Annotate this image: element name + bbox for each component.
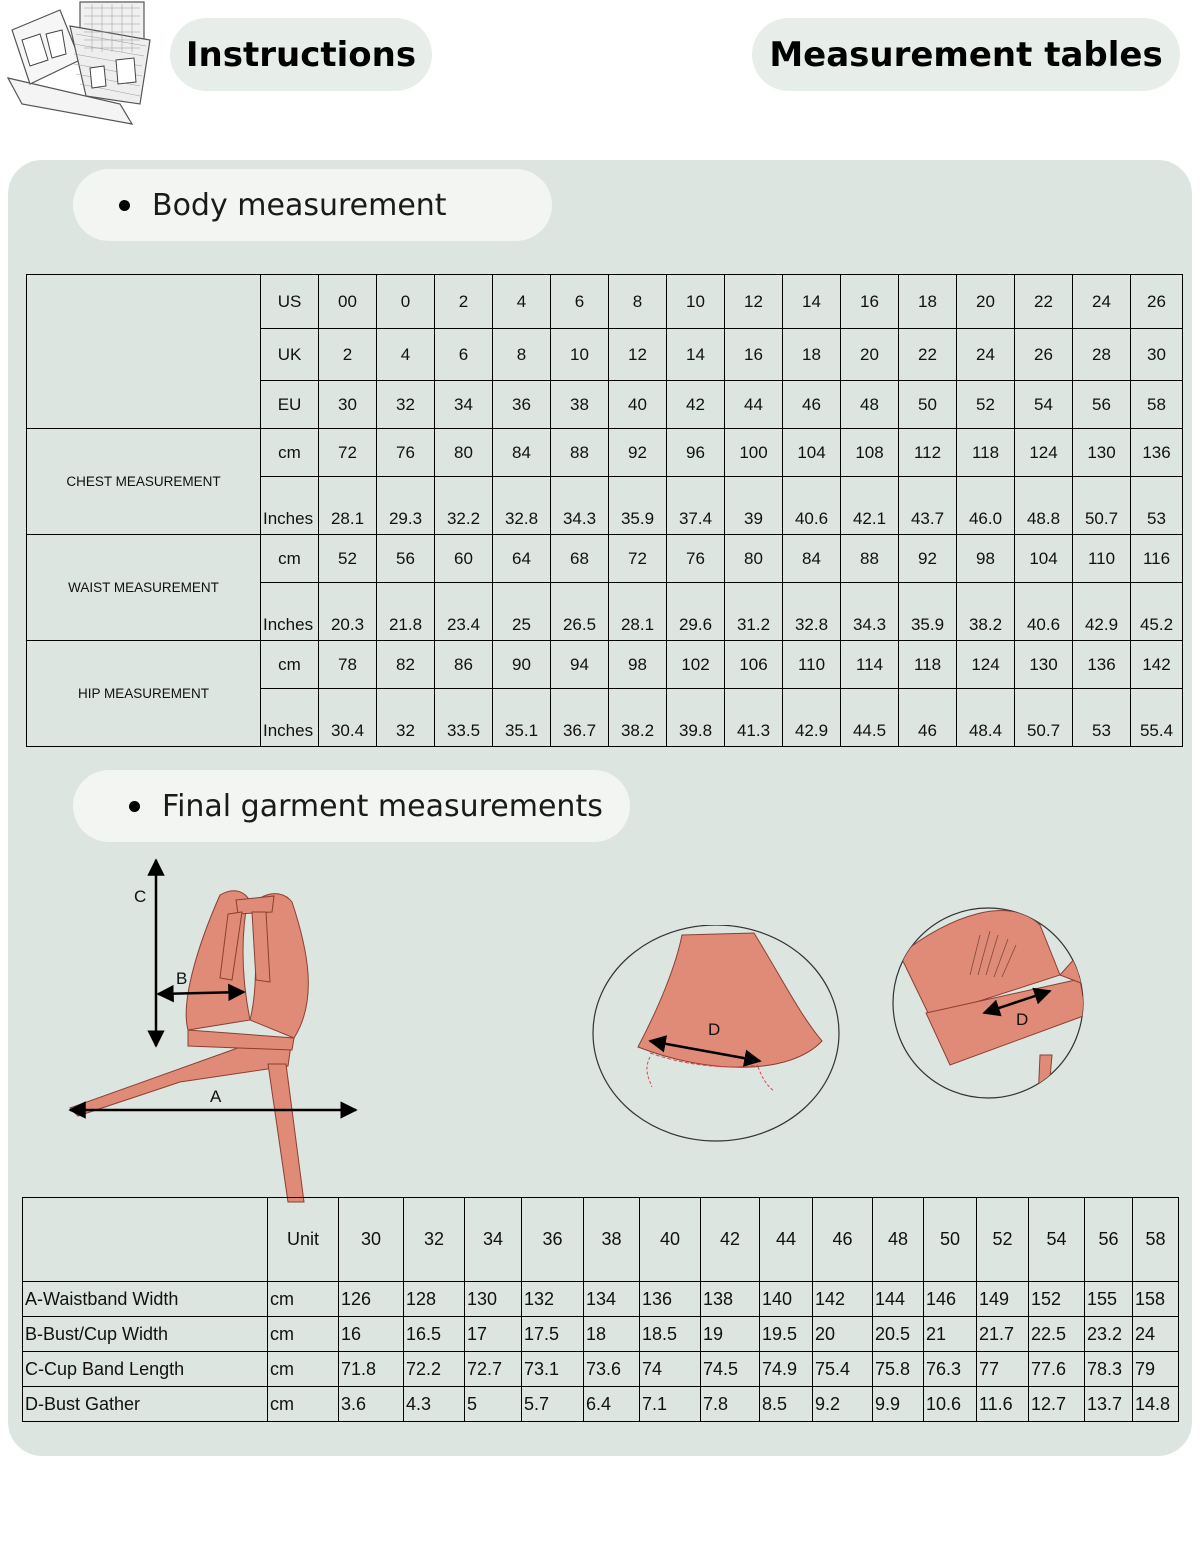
- value-cell: 73.1: [522, 1352, 584, 1387]
- value-cell: 21.7: [977, 1317, 1029, 1352]
- value-cell: 108: [841, 429, 899, 477]
- value-cell: 22.5: [1029, 1317, 1085, 1352]
- value-cell: 28.1: [609, 583, 667, 641]
- value-cell: 50.7: [1015, 689, 1073, 747]
- size-cell: 48: [841, 381, 899, 429]
- value-cell: 24: [1133, 1317, 1179, 1352]
- value-cell: 116: [1131, 535, 1183, 583]
- value-cell: 20.3: [319, 583, 377, 641]
- value-cell: 77: [977, 1352, 1029, 1387]
- value-cell: 20: [813, 1317, 873, 1352]
- unit-label: Inches: [261, 583, 319, 641]
- size-cell: 34: [435, 381, 493, 429]
- size-cell: 42: [667, 381, 725, 429]
- value-cell: 50.7: [1073, 477, 1131, 535]
- measurement-label: WAIST MEASUREMENT: [27, 535, 261, 641]
- value-cell: 21.8: [377, 583, 435, 641]
- size-cell: 00: [319, 275, 377, 329]
- size-cell: 6: [551, 275, 609, 329]
- size-cell: 38: [551, 381, 609, 429]
- section-title: Final garment measurements: [162, 788, 603, 824]
- value-cell: 92: [899, 535, 957, 583]
- value-cell: 18: [584, 1317, 640, 1352]
- value-cell: 38.2: [957, 583, 1015, 641]
- value-cell: 44.5: [841, 689, 899, 747]
- value-cell: 30.4: [319, 689, 377, 747]
- size-system-label: EU: [261, 381, 319, 429]
- size-system-label: US: [261, 275, 319, 329]
- value-cell: 32.8: [783, 583, 841, 641]
- size-header: 50: [924, 1198, 977, 1282]
- size-cell: 58: [1131, 381, 1183, 429]
- unit-label: Inches: [261, 477, 319, 535]
- value-cell: 88: [841, 535, 899, 583]
- unit-label: cm: [261, 429, 319, 477]
- size-cell: 4: [493, 275, 551, 329]
- measurement-label: C-Cup Band Length: [23, 1352, 268, 1387]
- size-header: 52: [977, 1198, 1029, 1282]
- value-cell: 42.9: [783, 689, 841, 747]
- value-cell: 3.6: [339, 1387, 404, 1422]
- value-cell: 16: [339, 1317, 404, 1352]
- value-cell: 118: [957, 429, 1015, 477]
- value-cell: 55.4: [1131, 689, 1183, 747]
- value-cell: 155: [1085, 1282, 1133, 1317]
- unit-cell: cm: [268, 1317, 339, 1352]
- measurement-row-cm: [27, 641, 1183, 689]
- value-cell: 124: [957, 641, 1015, 689]
- value-cell: 124: [1015, 429, 1073, 477]
- value-cell: 35.1: [493, 689, 551, 747]
- value-cell: 32: [377, 689, 435, 747]
- value-cell: 80: [725, 535, 783, 583]
- value-cell: 16.5: [404, 1317, 465, 1352]
- value-cell: 152: [1029, 1282, 1085, 1317]
- value-cell: 29.6: [667, 583, 725, 641]
- value-cell: 42.9: [1073, 583, 1131, 641]
- measurement-row: [23, 1282, 1179, 1317]
- size-cell: 20: [957, 275, 1015, 329]
- size-cell: 0: [377, 275, 435, 329]
- value-cell: 92: [609, 429, 667, 477]
- size-cell: 30: [1131, 329, 1183, 381]
- bust-gather-detail-diagram: [590, 925, 842, 1145]
- size-header: 34: [465, 1198, 522, 1282]
- size-cell: 4: [377, 329, 435, 381]
- size-cell: 14: [783, 275, 841, 329]
- value-cell: 75.8: [873, 1352, 924, 1387]
- pattern-logo-icon: [0, 0, 160, 132]
- value-cell: 76: [667, 535, 725, 583]
- value-cell: 31.2: [725, 583, 783, 641]
- value-cell: 20.5: [873, 1317, 924, 1352]
- value-cell: 112: [899, 429, 957, 477]
- section-heading-final-garment: [73, 770, 630, 842]
- value-cell: 77.6: [1029, 1352, 1085, 1387]
- value-cell: 88: [551, 429, 609, 477]
- value-cell: 46: [899, 689, 957, 747]
- value-cell: 35.9: [899, 583, 957, 641]
- value-cell: 34.3: [841, 583, 899, 641]
- measurement-label: D-Bust Gather: [23, 1387, 268, 1422]
- value-cell: 72: [609, 535, 667, 583]
- value-cell: 78.3: [1085, 1352, 1133, 1387]
- value-cell: 128: [404, 1282, 465, 1317]
- size-cell: 56: [1073, 381, 1131, 429]
- label-d: D: [708, 1020, 721, 1039]
- value-cell: 40.6: [783, 477, 841, 535]
- measurement-row: [23, 1387, 1179, 1422]
- value-cell: 144: [873, 1282, 924, 1317]
- header-row: [23, 1198, 1179, 1282]
- size-header: 48: [873, 1198, 924, 1282]
- value-cell: 28.1: [319, 477, 377, 535]
- value-cell: 25: [493, 583, 551, 641]
- value-cell: 142: [813, 1282, 873, 1317]
- unit-cell: cm: [268, 1282, 339, 1317]
- value-cell: 26.5: [551, 583, 609, 641]
- size-cell: 54: [1015, 381, 1073, 429]
- size-header: 54: [1029, 1198, 1085, 1282]
- bullet-icon: [129, 801, 140, 812]
- size-cell: 28: [1073, 329, 1131, 381]
- halter-top-diagram: [60, 850, 380, 1210]
- size-header: 56: [1085, 1198, 1133, 1282]
- value-cell: 94: [551, 641, 609, 689]
- value-cell: 98: [609, 641, 667, 689]
- value-cell: 84: [783, 535, 841, 583]
- size-cell: 22: [899, 329, 957, 381]
- value-cell: 39: [725, 477, 783, 535]
- value-cell: 78: [319, 641, 377, 689]
- size-cell: 8: [493, 329, 551, 381]
- value-cell: 110: [1073, 535, 1131, 583]
- size-header: 58: [1133, 1198, 1179, 1282]
- value-cell: 100: [725, 429, 783, 477]
- value-cell: 74.9: [760, 1352, 813, 1387]
- size-cell: 24: [957, 329, 1015, 381]
- value-cell: 106: [725, 641, 783, 689]
- value-cell: 8.5: [760, 1387, 813, 1422]
- value-cell: 74: [640, 1352, 701, 1387]
- value-cell: 71.8: [339, 1352, 404, 1387]
- value-cell: 45.2: [1131, 583, 1183, 641]
- size-header: 44: [760, 1198, 813, 1282]
- value-cell: 110: [783, 641, 841, 689]
- size-cell: 18: [899, 275, 957, 329]
- size-cell: 8: [609, 275, 667, 329]
- size-cell: 30: [319, 381, 377, 429]
- value-cell: 130: [1073, 429, 1131, 477]
- value-cell: 138: [701, 1282, 760, 1317]
- size-cell: 26: [1015, 329, 1073, 381]
- value-cell: 142: [1131, 641, 1183, 689]
- size-cell: 18: [783, 329, 841, 381]
- value-cell: 149: [977, 1282, 1029, 1317]
- value-cell: 136: [640, 1282, 701, 1317]
- size-cell: 36: [493, 381, 551, 429]
- size-cell: 26: [1131, 275, 1183, 329]
- size-header: 40: [640, 1198, 701, 1282]
- value-cell: 17.5: [522, 1317, 584, 1352]
- value-cell: 72.7: [465, 1352, 522, 1387]
- value-cell: 114: [841, 641, 899, 689]
- size-cell: 10: [667, 275, 725, 329]
- value-cell: 146: [924, 1282, 977, 1317]
- bullet-icon: [119, 200, 130, 211]
- value-cell: 72: [319, 429, 377, 477]
- value-cell: 64: [493, 535, 551, 583]
- value-cell: 19: [701, 1317, 760, 1352]
- size-cell: 2: [319, 329, 377, 381]
- value-cell: 60: [435, 535, 493, 583]
- value-cell: 40.6: [1015, 583, 1073, 641]
- value-cell: 130: [1015, 641, 1073, 689]
- blank-corner-cell: [27, 275, 261, 429]
- value-cell: 17: [465, 1317, 522, 1352]
- value-cell: 11.6: [977, 1387, 1029, 1422]
- value-cell: 74.5: [701, 1352, 760, 1387]
- value-cell: 32.2: [435, 477, 493, 535]
- size-cell: 12: [725, 275, 783, 329]
- value-cell: 53: [1073, 689, 1131, 747]
- value-cell: 80: [435, 429, 493, 477]
- value-cell: 21: [924, 1317, 977, 1352]
- value-cell: 79: [1133, 1352, 1179, 1387]
- label-c: C: [134, 887, 147, 906]
- measurement-label: B-Bust/Cup Width: [23, 1317, 268, 1352]
- value-cell: 126: [339, 1282, 404, 1317]
- size-cell: 44: [725, 381, 783, 429]
- size-header: 38: [584, 1198, 640, 1282]
- size-cell: 10: [551, 329, 609, 381]
- size-cell: 16: [841, 275, 899, 329]
- final-garment-table: [22, 1197, 1179, 1422]
- cup-gather-detail-diagram: [890, 905, 1086, 1101]
- value-cell: 86: [435, 641, 493, 689]
- value-cell: 158: [1133, 1282, 1179, 1317]
- value-cell: 5.7: [522, 1387, 584, 1422]
- label-a: A: [210, 1087, 222, 1106]
- size-cell: 2: [435, 275, 493, 329]
- measurement-row: [23, 1317, 1179, 1352]
- value-cell: 39.8: [667, 689, 725, 747]
- value-cell: 96: [667, 429, 725, 477]
- measurement-row: [23, 1352, 1179, 1387]
- size-header: 36: [522, 1198, 584, 1282]
- value-cell: 33.5: [435, 689, 493, 747]
- size-system-label: UK: [261, 329, 319, 381]
- size-header: 30: [339, 1198, 404, 1282]
- unit-cell: cm: [268, 1387, 339, 1422]
- value-cell: 6.4: [584, 1387, 640, 1422]
- value-cell: 29.3: [377, 477, 435, 535]
- size-header: 46: [813, 1198, 873, 1282]
- value-cell: 12.7: [1029, 1387, 1085, 1422]
- measurement-label: CHEST MEASUREMENT: [27, 429, 261, 535]
- measurement-row-cm: [27, 535, 1183, 583]
- body-measurement-table: [26, 274, 1183, 747]
- value-cell: 76.3: [924, 1352, 977, 1387]
- value-cell: 68: [551, 535, 609, 583]
- size-cell: 52: [957, 381, 1015, 429]
- value-cell: 56: [377, 535, 435, 583]
- value-cell: 76: [377, 429, 435, 477]
- value-cell: 36.7: [551, 689, 609, 747]
- size-cell: 14: [667, 329, 725, 381]
- value-cell: 102: [667, 641, 725, 689]
- section-heading-body-measurement: [73, 169, 552, 241]
- size-cell: 46: [783, 381, 841, 429]
- value-cell: 34.3: [551, 477, 609, 535]
- value-cell: 73.6: [584, 1352, 640, 1387]
- value-cell: 136: [1131, 429, 1183, 477]
- value-cell: 48.4: [957, 689, 1015, 747]
- value-cell: 72.2: [404, 1352, 465, 1387]
- size-cell: 32: [377, 381, 435, 429]
- value-cell: 136: [1073, 641, 1131, 689]
- blank-corner-cell: [23, 1198, 268, 1282]
- size-row: [27, 275, 1183, 329]
- value-cell: 23.2: [1085, 1317, 1133, 1352]
- label-b: B: [176, 969, 188, 988]
- size-header: 32: [404, 1198, 465, 1282]
- value-cell: 9.9: [873, 1387, 924, 1422]
- value-cell: 10.6: [924, 1387, 977, 1422]
- size-cell: 6: [435, 329, 493, 381]
- value-cell: 35.9: [609, 477, 667, 535]
- value-cell: 53: [1131, 477, 1183, 535]
- value-cell: 7.1: [640, 1387, 701, 1422]
- value-cell: 37.4: [667, 477, 725, 535]
- value-cell: 23.4: [435, 583, 493, 641]
- value-cell: 42.1: [841, 477, 899, 535]
- size-cell: 50: [899, 381, 957, 429]
- tab-measurement-tables[interactable]: Measurement tables: [752, 18, 1180, 91]
- unit-label: cm: [261, 535, 319, 583]
- value-cell: 52: [319, 535, 377, 583]
- value-cell: 134: [584, 1282, 640, 1317]
- size-cell: 24: [1073, 275, 1131, 329]
- value-cell: 140: [760, 1282, 813, 1317]
- value-cell: 104: [1015, 535, 1073, 583]
- value-cell: 132: [522, 1282, 584, 1317]
- value-cell: 5: [465, 1387, 522, 1422]
- value-cell: 98: [957, 535, 1015, 583]
- value-cell: 4.3: [404, 1387, 465, 1422]
- value-cell: 75.4: [813, 1352, 873, 1387]
- measurement-row-cm: [27, 429, 1183, 477]
- value-cell: 7.8: [701, 1387, 760, 1422]
- size-cell: 40: [609, 381, 667, 429]
- value-cell: 48.8: [1015, 477, 1073, 535]
- tab-instructions[interactable]: Instructions: [170, 18, 432, 91]
- value-cell: 32.8: [493, 477, 551, 535]
- value-cell: 14.8: [1133, 1387, 1179, 1422]
- value-cell: 41.3: [725, 689, 783, 747]
- value-cell: 90: [493, 641, 551, 689]
- measurement-label: A-Waistband Width: [23, 1282, 268, 1317]
- value-cell: 13.7: [1085, 1387, 1133, 1422]
- value-cell: 130: [465, 1282, 522, 1317]
- value-cell: 118: [899, 641, 957, 689]
- value-cell: 82: [377, 641, 435, 689]
- value-cell: 43.7: [899, 477, 957, 535]
- unit-header: Unit: [268, 1198, 339, 1282]
- section-title: Body measurement: [152, 187, 447, 223]
- value-cell: 104: [783, 429, 841, 477]
- size-cell: 20: [841, 329, 899, 381]
- unit-label: cm: [261, 641, 319, 689]
- size-cell: 22: [1015, 275, 1073, 329]
- size-header: 42: [701, 1198, 760, 1282]
- value-cell: 18.5: [640, 1317, 701, 1352]
- unit-cell: cm: [268, 1352, 339, 1387]
- value-cell: 19.5: [760, 1317, 813, 1352]
- value-cell: 38.2: [609, 689, 667, 747]
- size-cell: 12: [609, 329, 667, 381]
- value-cell: 46.0: [957, 477, 1015, 535]
- size-cell: 16: [725, 329, 783, 381]
- label-d: D: [1016, 1010, 1029, 1029]
- value-cell: 9.2: [813, 1387, 873, 1422]
- unit-label: Inches: [261, 689, 319, 747]
- value-cell: 84: [493, 429, 551, 477]
- measurement-label: HIP MEASUREMENT: [27, 641, 261, 747]
